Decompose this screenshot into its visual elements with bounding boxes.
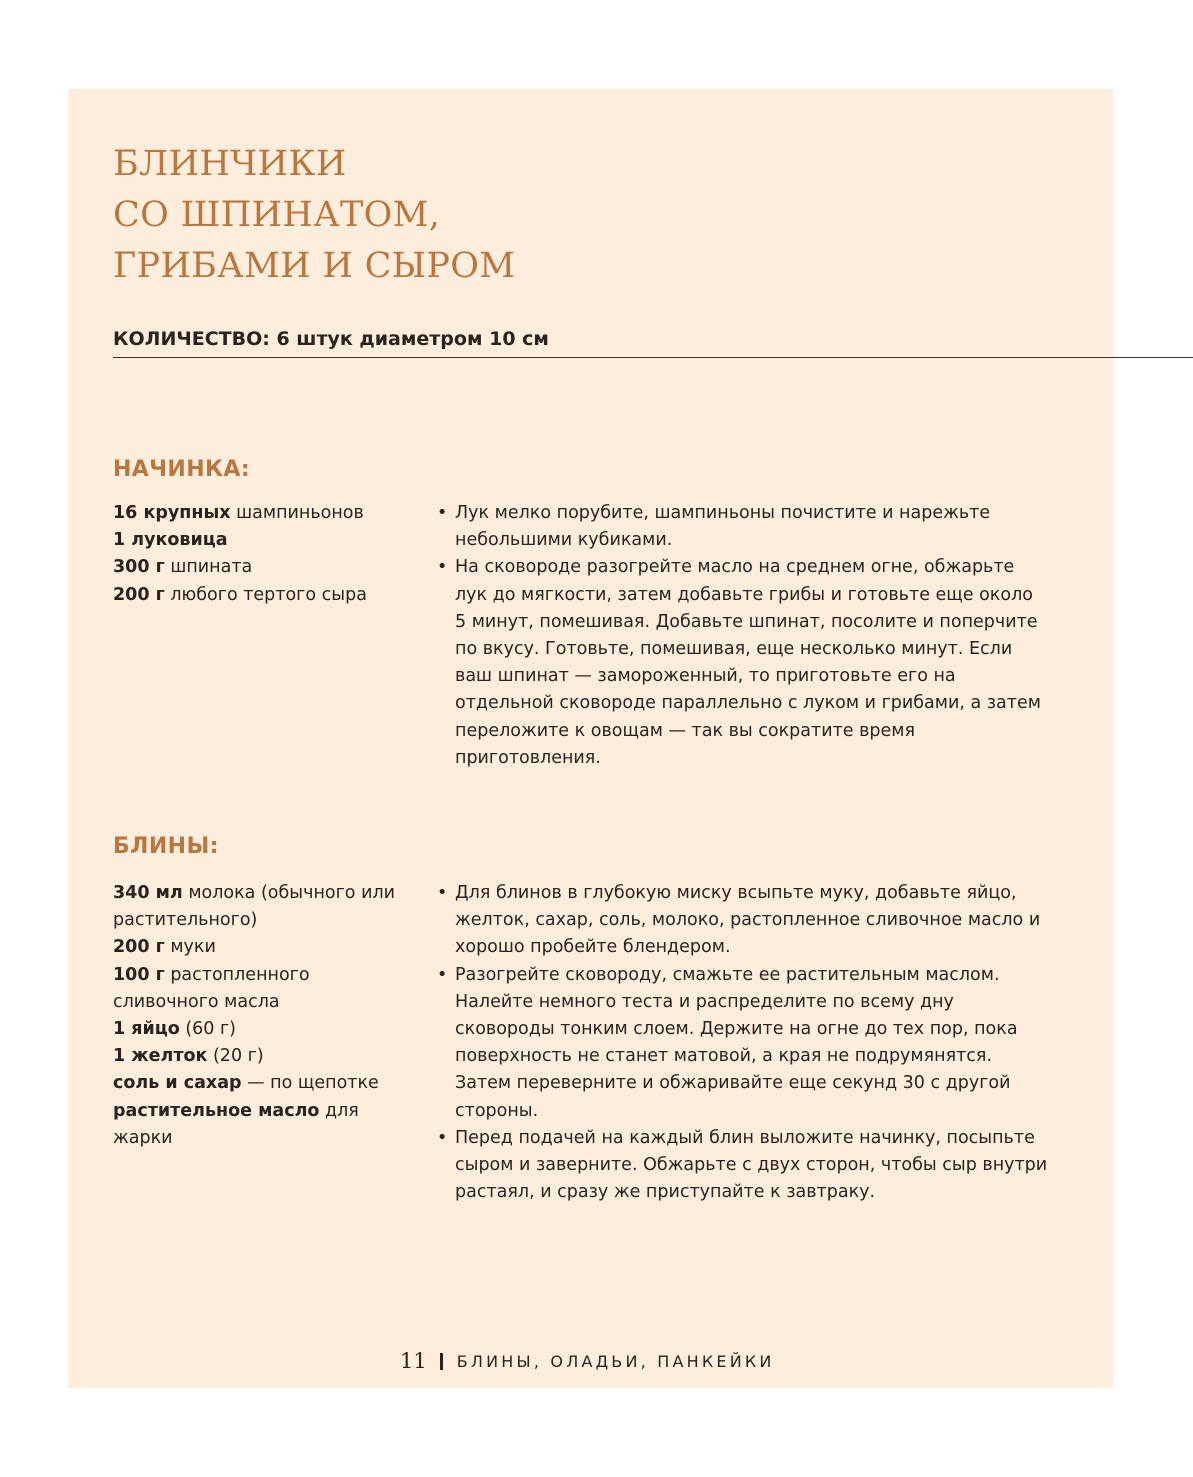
- quantity: [113, 326, 549, 352]
- ingredient-item: [113, 934, 403, 961]
- ingredient-amount: 16 крупных: [113, 503, 231, 523]
- section-name: БЛИНЫ, ОЛАДЬИ, ПАНКЕЙКИ: [456, 1351, 775, 1371]
- ingredient-amount: 200 г: [113, 584, 165, 605]
- ingredient-item: [113, 1043, 403, 1070]
- ingredient-amount: 1 луковица: [113, 530, 228, 551]
- ingredient-amount: 300 г: [113, 557, 165, 578]
- ingredient-amount: соль и сахар: [113, 1073, 242, 1094]
- ingredient-amount: 340 мл: [113, 883, 183, 903]
- pancakes-steps: [437, 880, 1049, 1206]
- page-footer: [400, 1346, 775, 1376]
- ingredient-text: — по щепотке: [241, 1073, 379, 1094]
- pancakes-heading: БЛИНЫ:: [113, 834, 219, 859]
- step-item: • Разогрейте сковороду, смажьте ее растительным маслом. Налейте немного теста и распределите по всему дну сковороды тонким слоем. Держите на огне до тех пор, пока поверхность не станет матовой, а края не подрумянятся. Затем переверните и обжаривайте еще секунд 30 с другой стороны.: [437, 962, 1049, 1125]
- filling-steps: [437, 500, 1049, 772]
- ingredient-text: шампиньонов: [230, 503, 364, 523]
- title-line: СО ШПИНАТОМ,: [113, 195, 441, 235]
- quantity-value: 6 штук диаметром 10 см: [276, 328, 549, 350]
- ingredient-text: молока (обычного или растительного): [113, 883, 395, 931]
- step-item: • Перед подачей на каждый блин выложите начинку, посыпьте сыром и заверните. Обжарьте с двух сторон, чтобы сыр внутри растаял, и сразу же приступайте к завтраку.: [437, 1125, 1049, 1207]
- ingredient-item: [113, 1016, 403, 1043]
- divider-line: [113, 357, 1193, 358]
- ingredient-text: для жарки: [113, 1100, 359, 1148]
- ingredient-text: муки: [164, 937, 216, 958]
- ingredient-text: растопленного сливочного масла: [113, 964, 310, 1012]
- ingredient-text: (20 г): [207, 1046, 264, 1067]
- ingredient-amount: 1 желток: [113, 1046, 208, 1067]
- step-item: • Для блинов в глубокую миску всыпьте муку, добавьте яйцо, желток, сахар, соль, молоко, растопленное сливочное масло и хорошо пробейте блендером.: [437, 880, 1049, 962]
- step-item: • Лук мелко порубите, шампиньоны почистите и нарежьте небольшими кубиками.: [437, 500, 1049, 554]
- filling-heading: НАЧИНКА:: [113, 457, 251, 482]
- filling-ingredients: [113, 500, 413, 609]
- ingredient-item: [113, 1098, 403, 1152]
- step-item: • На сковороде разогрейте масло на среднем огне, обжарьте лук до мягкости, затем добавьте грибы и готовьте еще около 5 минут, помешивая. Добавьте шпинат, посолите и поперчите по вкусу. Готовьте, помешивая, еще несколько минут. Если ваш шпинат — замороженный, то приготовьте его на отдельной сковороде параллельно с луком и грибами, а затем переложите к овощам — так вы сократите время приготовления.: [437, 554, 1049, 772]
- ingredient-item: [113, 582, 413, 609]
- ingredient-amount: растительное масло: [113, 1100, 320, 1121]
- footer-separator: [440, 1353, 443, 1370]
- ingredient-text: любого тертого сыра: [164, 584, 367, 605]
- title-line: ГРИБАМИ И СЫРОМ: [113, 246, 516, 286]
- ingredient-item: [113, 1070, 403, 1097]
- ingredient-item: [113, 554, 413, 581]
- recipe-title: [113, 139, 515, 292]
- ingredient-item: [113, 880, 403, 934]
- pancakes-ingredients: [113, 880, 403, 1152]
- ingredient-item: [113, 527, 413, 554]
- quantity-label: КОЛИЧЕСТВО:: [113, 328, 270, 350]
- ingredient-item: [113, 962, 403, 1016]
- ingredient-item: [113, 500, 413, 527]
- title-line: БЛИНЧИКИ: [113, 144, 347, 184]
- ingredient-amount: 200 г: [113, 937, 165, 958]
- ingredient-text: (60 г): [179, 1019, 237, 1040]
- ingredient-text: шпината: [164, 557, 253, 578]
- ingredient-amount: 100 г: [113, 964, 165, 985]
- page-number: 11: [400, 1349, 427, 1373]
- ingredient-amount: 1 яйцо: [113, 1019, 180, 1040]
